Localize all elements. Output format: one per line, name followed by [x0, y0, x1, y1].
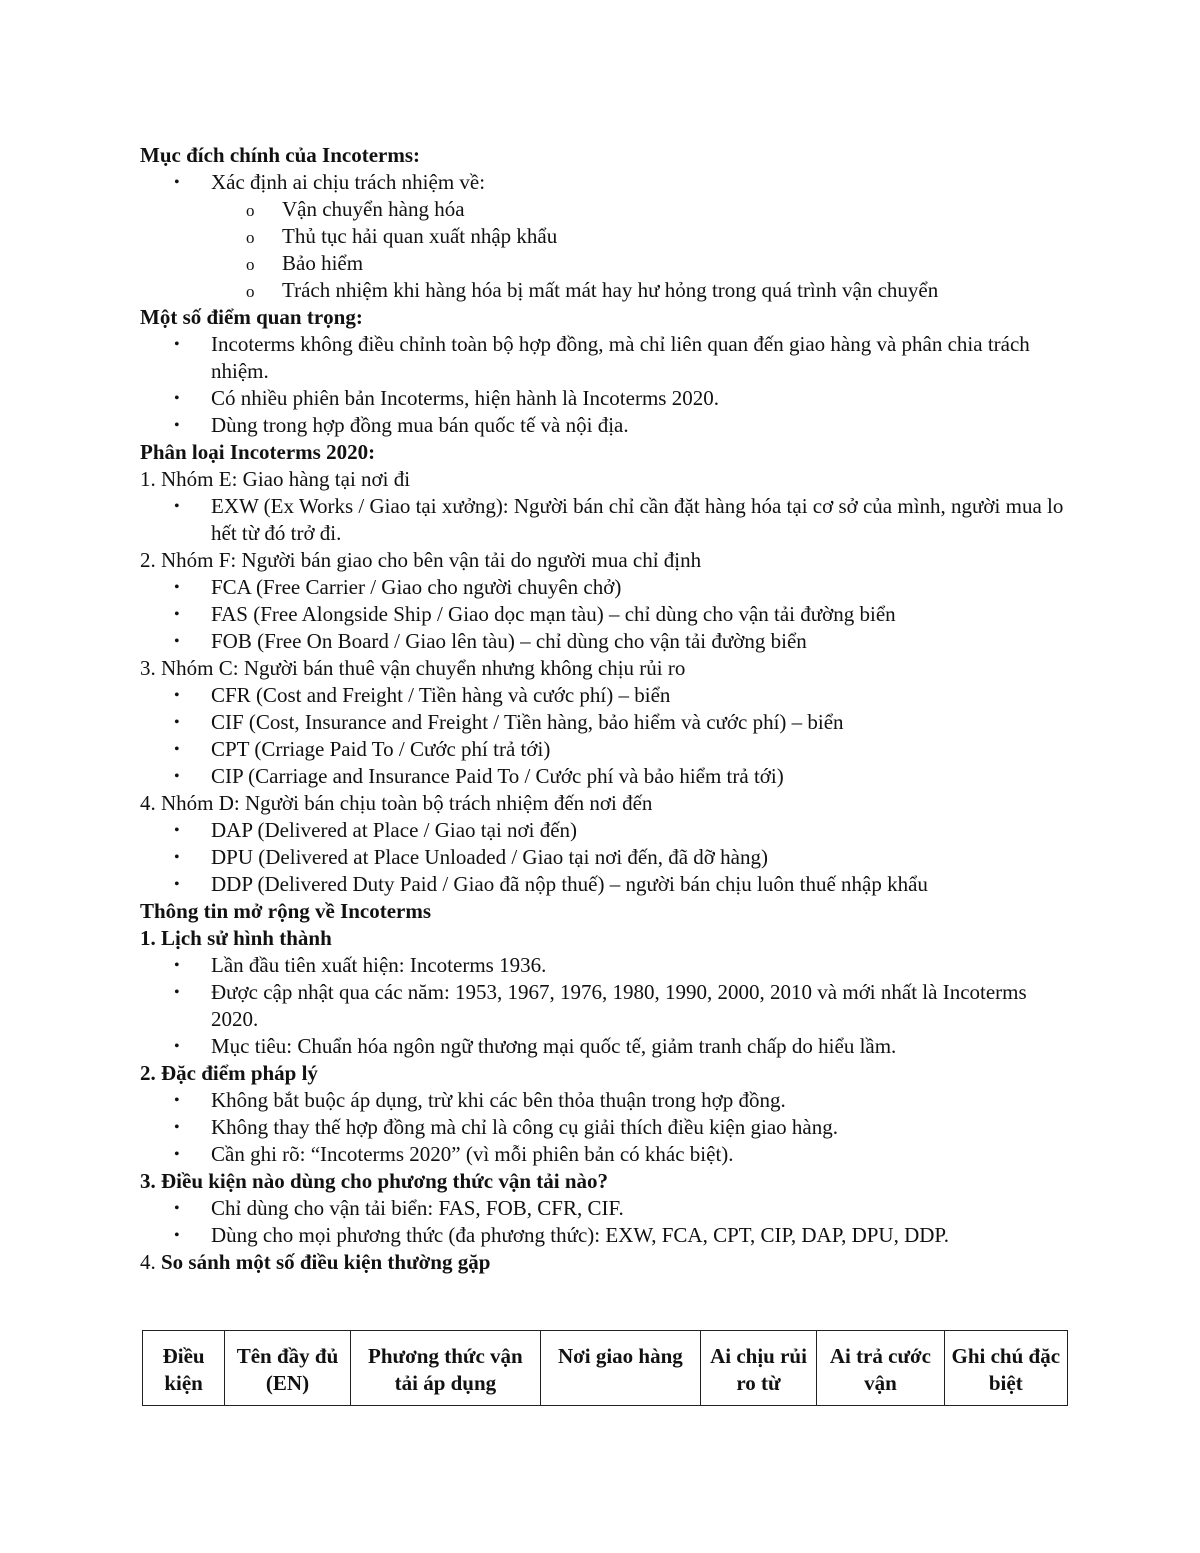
classification-heading: Phân loại Incoterms 2020:	[140, 440, 376, 464]
list-item: • Cần ghi rõ: “Incoterms 2020” (vì mỗi phiên bản có khác biệt).	[174, 1142, 734, 1166]
circle-bullet-icon: o	[246, 201, 255, 220]
group-e-list	[140, 493, 1070, 547]
bullet-icon: •	[174, 606, 180, 623]
purpose-heading: Mục đích chính của Incoterms:	[140, 143, 420, 167]
bullet-icon: •	[174, 876, 180, 893]
table-header-cell: Nơi giao hàng	[540, 1331, 700, 1406]
list-item: • Incoterms không điều chỉnh toàn bộ hợp đồng, mà chỉ liên quan đến giao hàng và phân chia trách nhiệm.	[174, 332, 1030, 383]
bullet-icon: •	[174, 633, 180, 650]
group-f-list	[140, 574, 1070, 655]
table-header-cell: Phương thức vận tải áp dụng	[350, 1331, 540, 1406]
bullet-icon: •	[174, 822, 180, 839]
list-item: • Chỉ dùng cho vận tải biển: FAS, FOB, CFR, CIF.	[174, 1196, 624, 1220]
list-item: • Xác định ai chịu trách nhiệm về:	[174, 170, 486, 194]
compare-title-line	[140, 1249, 1070, 1276]
list-item: • Không thay thế hợp đồng mà chỉ là công cụ giải thích điều kiện giao hàng.	[174, 1115, 838, 1139]
table-header-cell: Ai chịu rủi ro từ	[700, 1331, 816, 1406]
bullet-icon: •	[174, 714, 180, 731]
list-item: • FOB (Free On Board / Giao lên tàu) – chỉ dùng cho vận tải đường biển	[174, 629, 807, 653]
table-header-row	[143, 1331, 1068, 1406]
list-item: • CPT (Crriage Paid To / Cước phí trả tới)	[174, 737, 551, 761]
compare-title: So sánh một số điều kiện thường gặp	[161, 1250, 491, 1274]
bullet-icon: •	[174, 390, 180, 407]
list-item: o Trách nhiệm khi hàng hóa bị mất mát hay hư hỏng trong quá trình vận chuyển	[140, 277, 1070, 304]
bullet-icon: •	[174, 741, 180, 758]
list-item: • EXW (Ex Works / Giao tại xưởng): Người bán chỉ cần đặt hàng hóa tại cơ sở của mình, người mua lo hết từ đó trở đi.	[174, 494, 1064, 545]
group-c-list	[140, 682, 1070, 790]
table-header-cell: Ghi chú đặc biệt	[944, 1331, 1067, 1406]
table-header-cell: Tên đầy đủ (EN)	[225, 1331, 351, 1406]
bullet-icon: •	[174, 1200, 180, 1217]
list-item: • Có nhiều phiên bản Incoterms, hiện hành là Incoterms 2020.	[174, 386, 719, 410]
list-item: • CFR (Cost and Freight / Tiền hàng và cước phí) – biển	[174, 683, 671, 707]
bullet-icon: •	[174, 849, 180, 866]
list-item: • CIP (Carriage and Insurance Paid To / Cước phí và bảo hiểm trả tới)	[174, 764, 784, 788]
circle-bullet-icon: o	[246, 255, 255, 274]
purpose-list	[140, 169, 1070, 304]
circle-bullet-icon: o	[246, 282, 255, 301]
list-item: o Thủ tục hải quan xuất nhập khẩu	[140, 223, 1070, 250]
bullet-icon: •	[174, 417, 180, 434]
list-item: o Bảo hiểm	[140, 250, 1070, 277]
list-item: • DAP (Delivered at Place / Giao tại nơi đến)	[174, 818, 578, 842]
legal-title: 2. Đặc điểm pháp lý	[140, 1061, 318, 1085]
group-e-title: 1. Nhóm E: Giao hàng tại nơi đi	[140, 467, 411, 491]
group-c-title: 3. Nhóm C: Người bán thuê vận chuyển nhưng không chịu rủi ro	[140, 656, 686, 680]
table-header-cell: Ai trả cước vận	[817, 1331, 944, 1406]
history-list	[140, 952, 1070, 1060]
bullet-icon: •	[174, 1227, 180, 1244]
bullet-icon: •	[174, 957, 180, 974]
transport-list	[140, 1195, 1070, 1249]
list-item: • Không bắt buộc áp dụng, trừ khi các bên thỏa thuận trong hợp đồng.	[174, 1088, 786, 1112]
extended-heading: Thông tin mở rộng về Incoterms	[140, 899, 432, 923]
list-item: • Được cập nhật qua các năm: 1953, 1967, 1976, 1980, 1990, 2000, 2010 và mới nhất là Incoterms 2020.	[174, 980, 1027, 1031]
list-item: • Mục tiêu: Chuẩn hóa ngôn ngữ thương mại quốc tế, giảm tranh chấp do hiểu lầm.	[174, 1034, 897, 1058]
list-item: • FAS (Free Alongside Ship / Giao dọc mạn tàu) – chỉ dùng cho vận tải đường biển	[174, 602, 896, 626]
bullet-icon: •	[174, 687, 180, 704]
bullet-icon: •	[174, 1146, 180, 1163]
bullet-icon: •	[174, 768, 180, 785]
group-d-list	[140, 817, 1070, 898]
bullet-icon: •	[174, 579, 180, 596]
list-item: • Dùng cho mọi phương thức (đa phương thức): EXW, FCA, CPT, CIP, DAP, DPU, DDP.	[174, 1223, 950, 1247]
bullet-icon: •	[174, 336, 180, 353]
bullet-icon: •	[174, 984, 180, 1001]
bullet-icon: •	[174, 498, 180, 515]
bullet-icon: •	[174, 174, 180, 191]
history-title: 1. Lịch sử hình thành	[140, 926, 332, 950]
table-header-cell: Điều kiện	[143, 1331, 225, 1406]
bullet-icon: •	[174, 1092, 180, 1109]
key-points-list	[140, 331, 1070, 439]
document-body	[140, 142, 1070, 1406]
list-item: • Dùng trong hợp đồng mua bán quốc tế và nội địa.	[174, 413, 629, 437]
comparison-table	[142, 1330, 1068, 1406]
bullet-icon: •	[174, 1038, 180, 1055]
list-item: • DPU (Delivered at Place Unloaded / Giao tại nơi đến, đã dỡ hàng)	[174, 845, 768, 869]
legal-list	[140, 1087, 1070, 1168]
bullet-icon: •	[174, 1119, 180, 1136]
list-item: • FCA (Free Carrier / Giao cho người chuyên chở)	[174, 575, 622, 599]
list-item: • Lần đầu tiên xuất hiện: Incoterms 1936.	[174, 953, 547, 977]
list-item: • CIF (Cost, Insurance and Freight / Tiền hàng, bảo hiểm và cước phí) – biển	[174, 710, 844, 734]
circle-bullet-icon: o	[246, 228, 255, 247]
transport-title: 3. Điều kiện nào dùng cho phương thức vận tải nào?	[140, 1169, 609, 1193]
list-item: • DDP (Delivered Duty Paid / Giao đã nộp thuế) – người bán chịu luôn thuế nhập khẩu	[174, 872, 928, 896]
spacer	[140, 1276, 1070, 1330]
list-item: o Vận chuyển hàng hóa	[140, 196, 1070, 223]
key-points-heading: Một số điểm quan trọng:	[140, 305, 363, 329]
compare-number: 4.	[140, 1250, 156, 1274]
group-d-title: 4. Nhóm D: Người bán chịu toàn bộ trách nhiệm đến nơi đến	[140, 791, 653, 815]
group-f-title: 2. Nhóm F: Người bán giao cho bên vận tải do người mua chỉ định	[140, 548, 702, 572]
